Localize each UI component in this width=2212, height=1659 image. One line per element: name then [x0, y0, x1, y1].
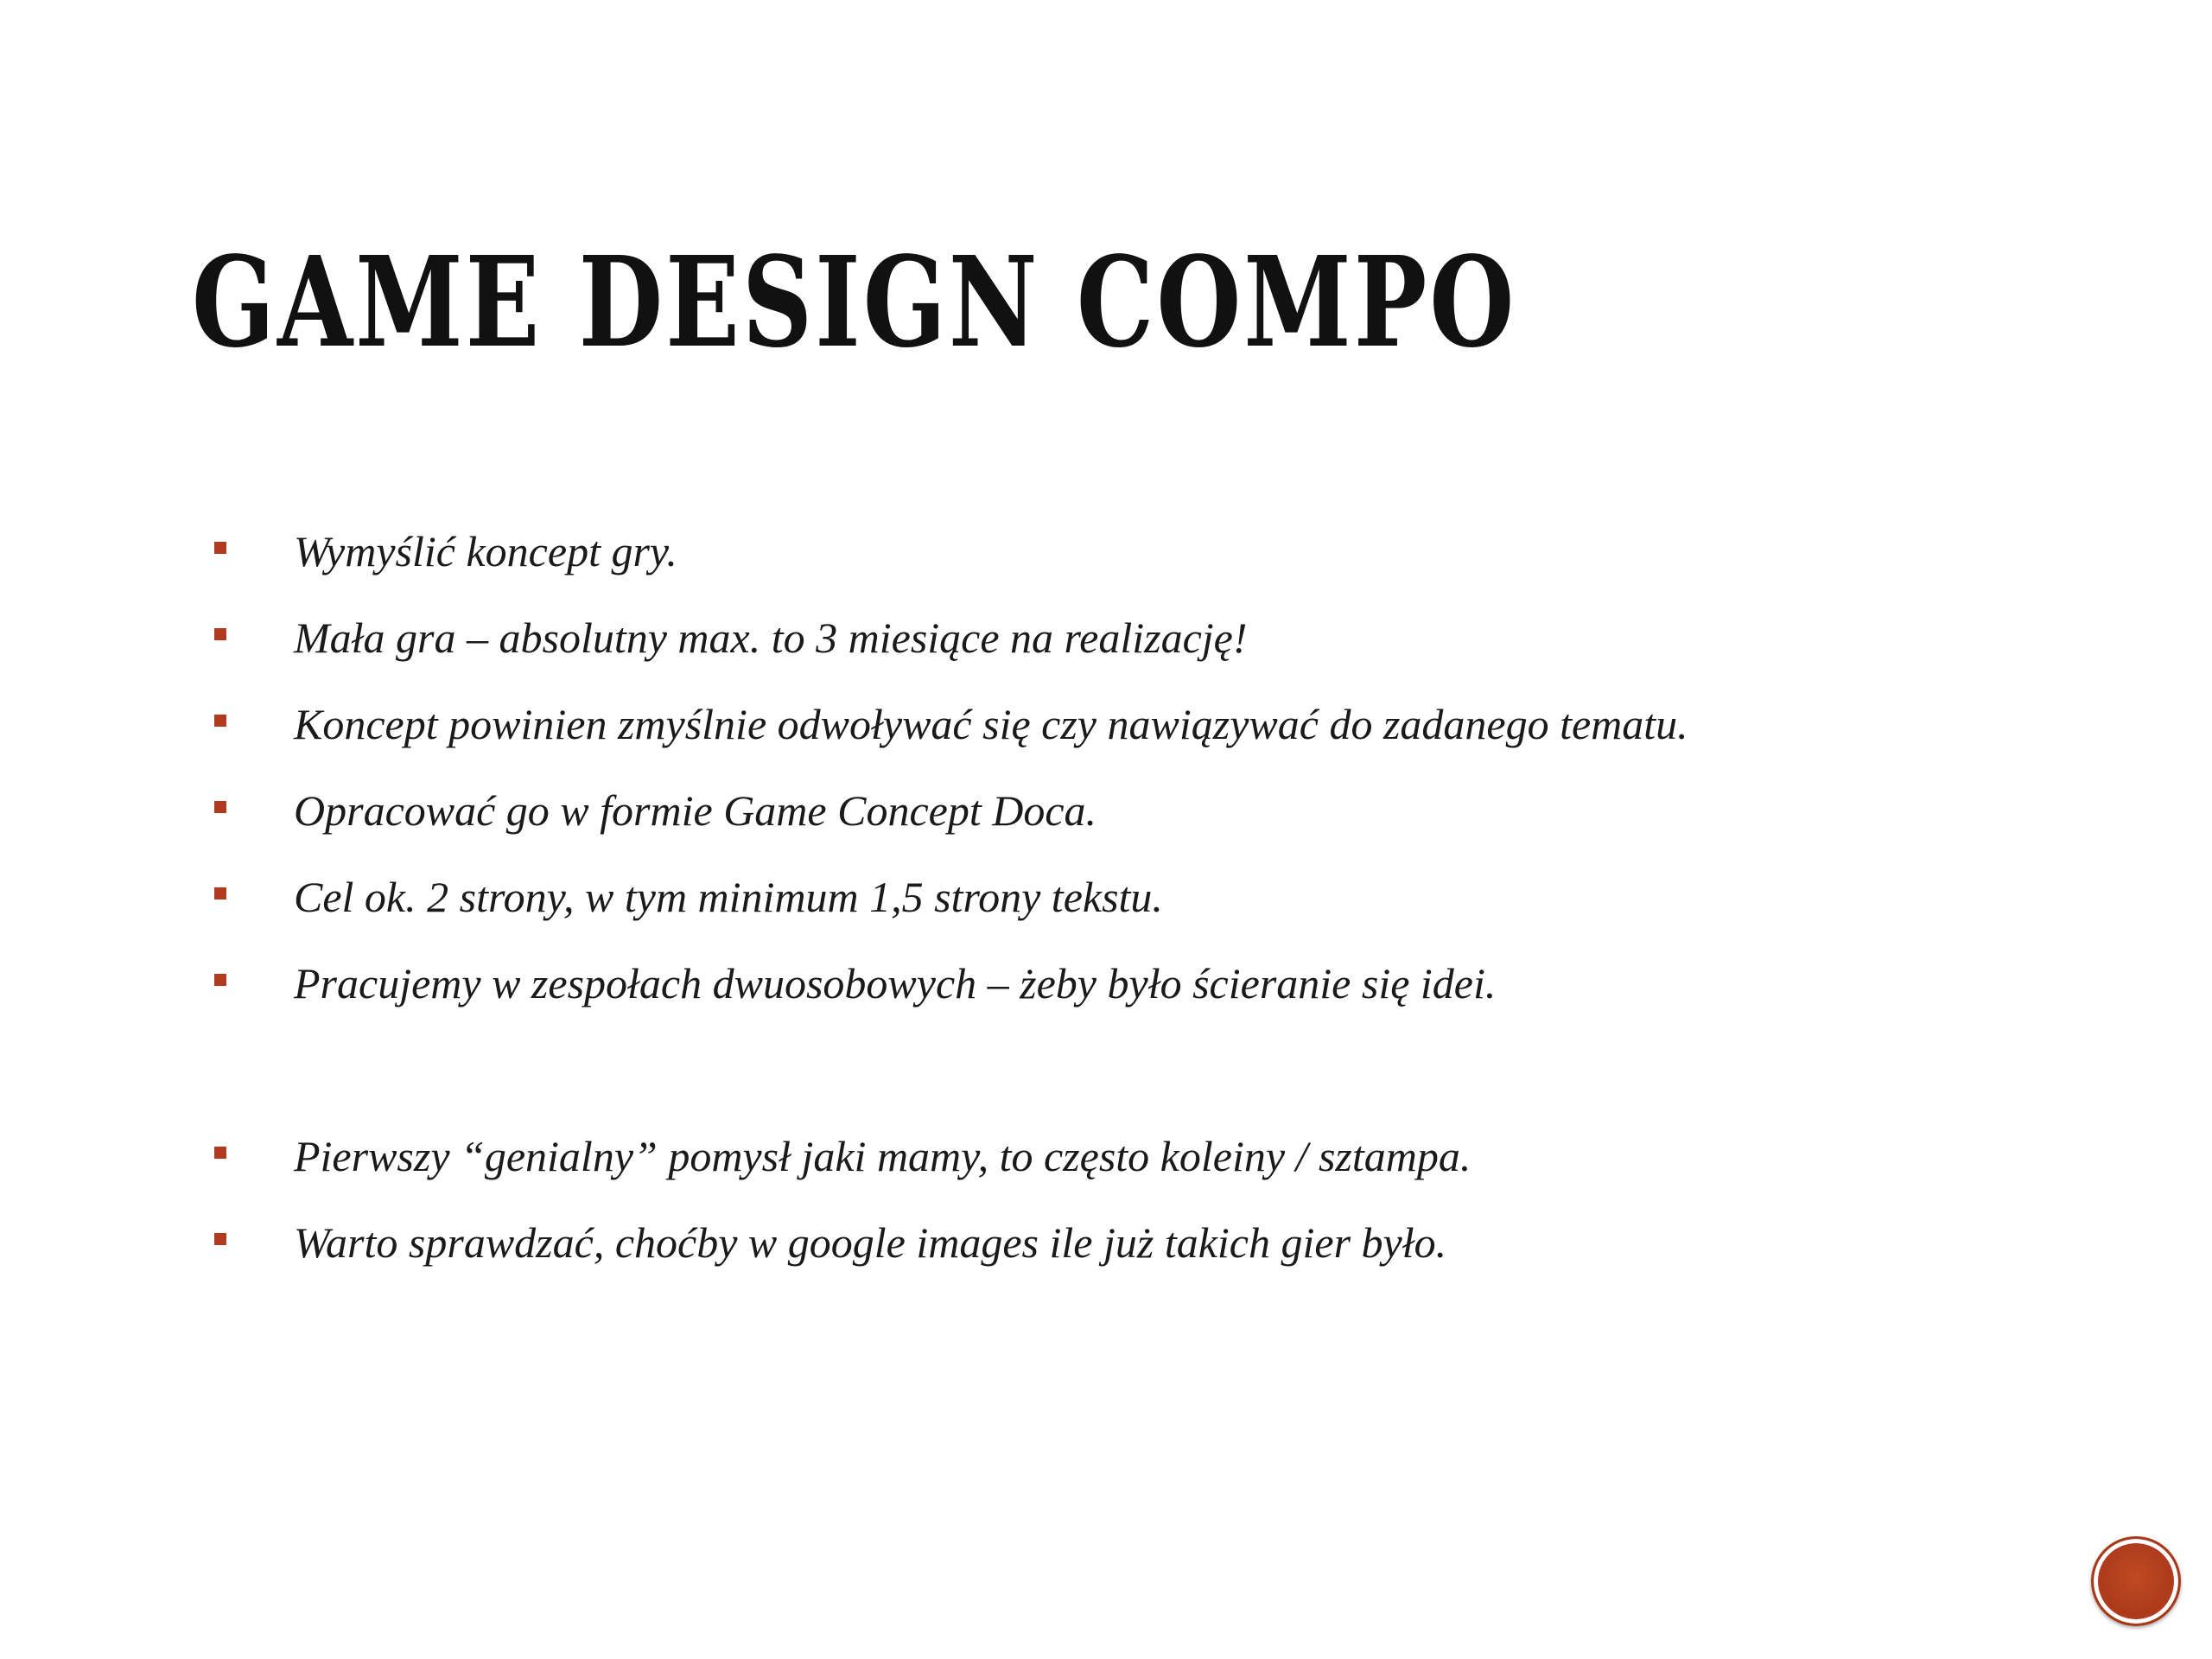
square-bullet-icon — [214, 628, 226, 640]
bullet-text: Pracujemy w zespołach dwuosobowych – żeby było ścieranie się idei. — [294, 959, 1497, 1007]
bullet-text: Cel ok. 2 strony, w tym minimum 1,5 strony tekstu. — [294, 873, 1163, 921]
bullet-item — [211, 517, 1688, 603]
bullet-item — [211, 1208, 1688, 1294]
circle-nav-icon[interactable] — [2091, 1536, 2181, 1626]
bullet-text: Wymyślić koncept gry. — [294, 527, 677, 575]
square-bullet-icon — [214, 542, 226, 554]
square-bullet-icon — [214, 801, 226, 813]
bullet-item — [211, 862, 1688, 949]
bullet-item — [211, 690, 1688, 776]
square-bullet-icon — [214, 715, 226, 727]
bullet-text: Pierwszy “genialny” pomysł jaki mamy, to często koleiny / sztampa. — [294, 1132, 1471, 1180]
bullet-text: Warto sprawdzać, choćby w google images ile już takich gier było. — [294, 1218, 1447, 1267]
bullet-item — [211, 949, 1688, 1035]
bullet-item — [211, 776, 1688, 862]
bullet-list — [211, 517, 1688, 1294]
bullet-text: Opracować go w formie Game Concept Doca. — [294, 786, 1097, 835]
bullet-item — [211, 603, 1688, 690]
bullet-text: Koncept powinien zmyślnie odwoływać się czy nawiązywać do zadanego tematu. — [294, 700, 1688, 748]
square-bullet-icon — [214, 1147, 226, 1159]
bullet-item — [211, 1122, 1688, 1208]
square-bullet-icon — [214, 974, 226, 986]
bullet-text: Mała gra – absolutny max. to 3 miesiące na realizację! — [294, 613, 1248, 662]
slide-title: GAME DESIGN COMPO — [192, 229, 1517, 375]
square-bullet-icon — [214, 1233, 226, 1245]
square-bullet-icon — [214, 887, 226, 899]
